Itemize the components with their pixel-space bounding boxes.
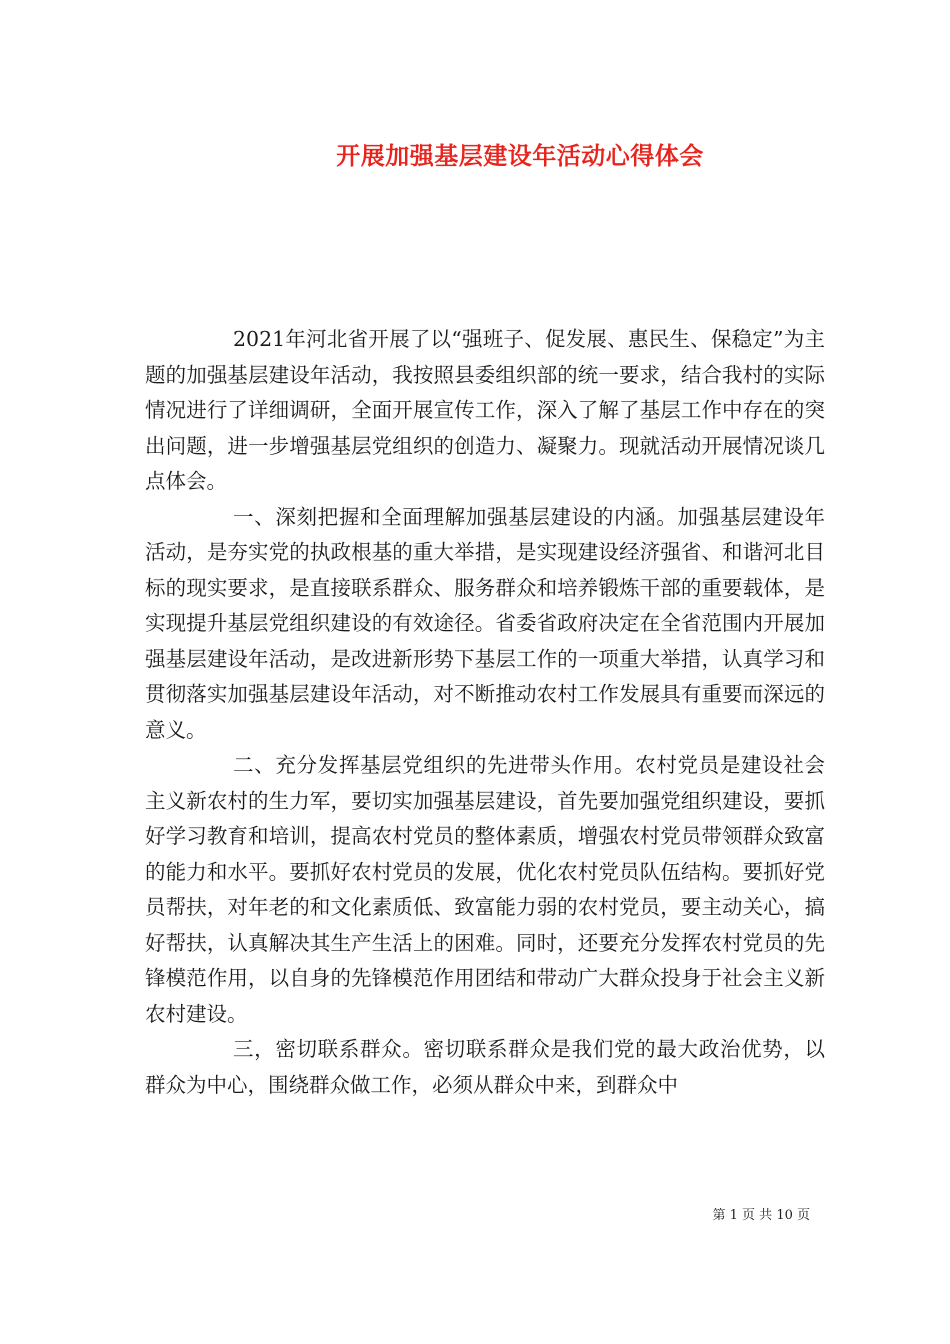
- document-body: [145, 322, 825, 1103]
- paragraph-section-2: 二、充分发挥基层党组织的先进带头作用。农村党员是建设社会主义新农村的生力军，要切实加强基层建设，首先要加强党组织建设，要抓好学习教育和培训，提高农村党员的整体素质，增强农村党员带领群众致富的能力和水平。要抓好农村党员的发展，优化农村党员队伍结构。要抓好党员帮扶，对年老的和文化素质低、致富能力弱的农村党员，要主动关心，搞好帮扶，认真解决其生产生活上的困难。同时，还要充分发挥农村党员的先锋模范作用，以自身的先锋模范作用团结和带动广大群众投身于社会主义新农村建设。: [145, 753, 825, 1026]
- page-number-footer: 第 1 页 共 10 页: [712, 1208, 810, 1223]
- paragraph-intro: 2021年河北省开展了以“强班子、促发展、惠民生、保稳定”为主题的加强基层建设年活动，我按照县委组织部的统一要求，结合我村的实际情况进行了详细调研，全面开展宣传工作，深入了解了基层工作中存在的突出问题，进一步增强基层党组织的创造力、凝聚力。现就活动开展情况谈几点体会。: [145, 327, 825, 493]
- paragraph-section-1: 一、深刻把握和全面理解加强基层建设的内涵。加强基层建设年活动，是夯实党的执政根基的重大举措，是实现建设经济强省、和谐河北目标的现实要求，是直接联系群众、服务群众和培养锻炼干部的重要载体，是实现提升基层党组织建设的有效途径。省委省政府决定在全省范围内开展加强基层建设年活动，是改进新形势下基层工作的一项重大举措，认真学习和贯彻落实加强基层建设年活动，对不断推动农村工作发展具有重要而深远的意义。: [145, 504, 825, 742]
- document-title: 开展加强基层建设年活动心得体会: [336, 142, 704, 170]
- paragraph-section-3: 三，密切联系群众。密切联系群众是我们党的最大政治优势，以群众为中心，围绕群众做工作，必须从群众中来，到群众中: [145, 1037, 825, 1097]
